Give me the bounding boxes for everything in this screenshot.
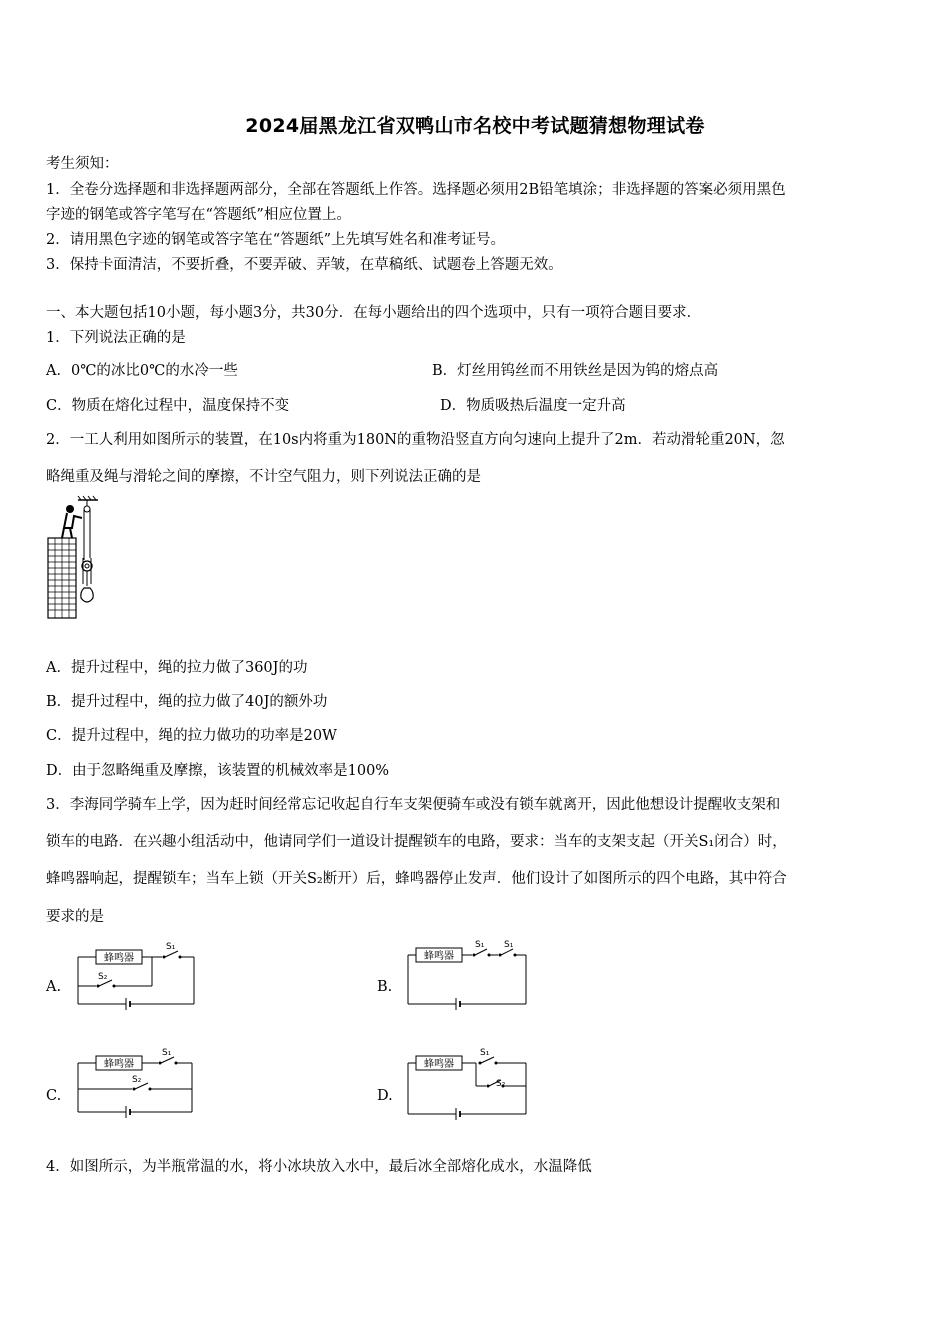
circuit-c-buzzer-label: 蜂鸣器	[104, 1059, 134, 1070]
q2-option-b: B．提升过程中，绳的拉力做了40J的额外功	[46, 694, 328, 710]
q2-option-d: D．由于忽略绳重及摩擦，该装置的机械效率是100%	[46, 763, 390, 779]
circuit-d-s2-label: S₂	[496, 1079, 506, 1089]
question-3-stem-line1: 3．李海同学骑车上学，因为赶时间经常忘记收起自行车支架便骑车或没有锁车就离开，因此他想设计提醒收支架和	[46, 797, 781, 813]
circuit-c-s1-label: S₁	[162, 1048, 172, 1058]
circuit-a-s2-label: S₂	[98, 972, 108, 982]
circuit-c-s2-label: S₂	[132, 1075, 142, 1085]
section-heading: 一、本大题包括10小题，每小题3分，共30分．在每小题给出的四个选项中，只有一项符合题目要求．	[46, 305, 702, 321]
question-4-stem: 4．如图所示，为半瓶常温的水，将小冰块放入水中，最后冰全部熔化成水，水温降低	[46, 1159, 592, 1175]
q1-option-b: B．灯丝用钨丝而不用铁丝是因为钨的熔点高	[432, 363, 719, 379]
q3-label-a: A.	[46, 979, 62, 995]
circuit-a-s1-label: S₁	[166, 942, 176, 952]
circuit-b-buzzer-label: 蜂鸣器	[424, 951, 454, 962]
circuit-c-diagram	[70, 1044, 205, 1124]
question-3-stem-line4: 要求的是	[46, 909, 104, 925]
q1-option-d: D．物质吸热后温度一定升高	[440, 398, 626, 414]
question-3-stem-line3: 蜂鸣器响起，提醒锁车；当车上锁（开关S₂断开）后，蜂鸣器停止发声．他们设计了如图所示的四个电路，其中符合	[46, 871, 787, 887]
notice-item: 1．全卷分选择题和非选择题两部分，全部在答题纸上作答。选择题必须用2B铅笔填涂；非选择题的答案必须用黑色	[46, 182, 786, 198]
circuit-d-diagram	[400, 1044, 535, 1124]
notice-item: 2．请用黑色字迹的钢笔或答字笔在“答题纸”上先填写姓名和准考证号。	[46, 232, 506, 248]
q3-label-d: D.	[377, 1088, 393, 1104]
circuit-d-buzzer-label: 蜂鸣器	[424, 1059, 454, 1070]
circuit-b-diagram	[400, 934, 535, 1014]
notice-heading: 考生须知：	[46, 156, 119, 172]
q2-option-c: C．提升过程中，绳的拉力做功的功率是20W	[46, 728, 337, 744]
q1-option-c: C．物质在熔化过程中，温度保持不变	[46, 398, 290, 414]
circuit-b-s1-label: S₁	[475, 940, 485, 950]
pulley-worker-figure	[44, 494, 104, 624]
q2-option-a: A．提升过程中，绳的拉力做了360J的功	[46, 660, 308, 676]
q3-label-b: B.	[377, 979, 393, 995]
q3-label-c: C.	[46, 1088, 62, 1104]
circuit-b-s2-label: S₁	[504, 940, 514, 950]
question-3-stem-line2: 锁车的电路．在兴趣小组活动中，他请同学们一道设计提醒锁车的电路，要求：当车的支架支起（开关S₁闭合）时，	[46, 834, 787, 850]
notice-item: 字迹的钢笔或答字笔写在“答题纸”相应位置上。	[46, 207, 351, 223]
question-2-stem-line1: 2．一工人利用如图所示的装置，在10s内将重为180N的重物沿竖直方向匀速向上提升了2m．若动滑轮重20N，忽	[46, 432, 785, 448]
question-2-stem-line2: 略绳重及绳与滑轮之间的摩擦，不计空气阻力，则下列说法正确的是	[46, 469, 481, 485]
circuit-a-diagram	[70, 938, 205, 1018]
question-1-stem: 1．下列说法正确的是	[46, 330, 186, 346]
q1-option-a: A．0℃的冰比0℃的水冷一些	[46, 363, 238, 379]
circuit-a-buzzer-label: 蜂鸣器	[104, 953, 134, 964]
notice-item: 3．保持卡面清洁，不要折叠，不要弄破、弄皱，在草稿纸、试题卷上答题无效。	[46, 257, 563, 273]
page-title: 2024届黑龙江省双鸭山市名校中考试题猜想物理试卷	[245, 115, 705, 137]
circuit-d-s1-label: S₁	[480, 1048, 490, 1058]
